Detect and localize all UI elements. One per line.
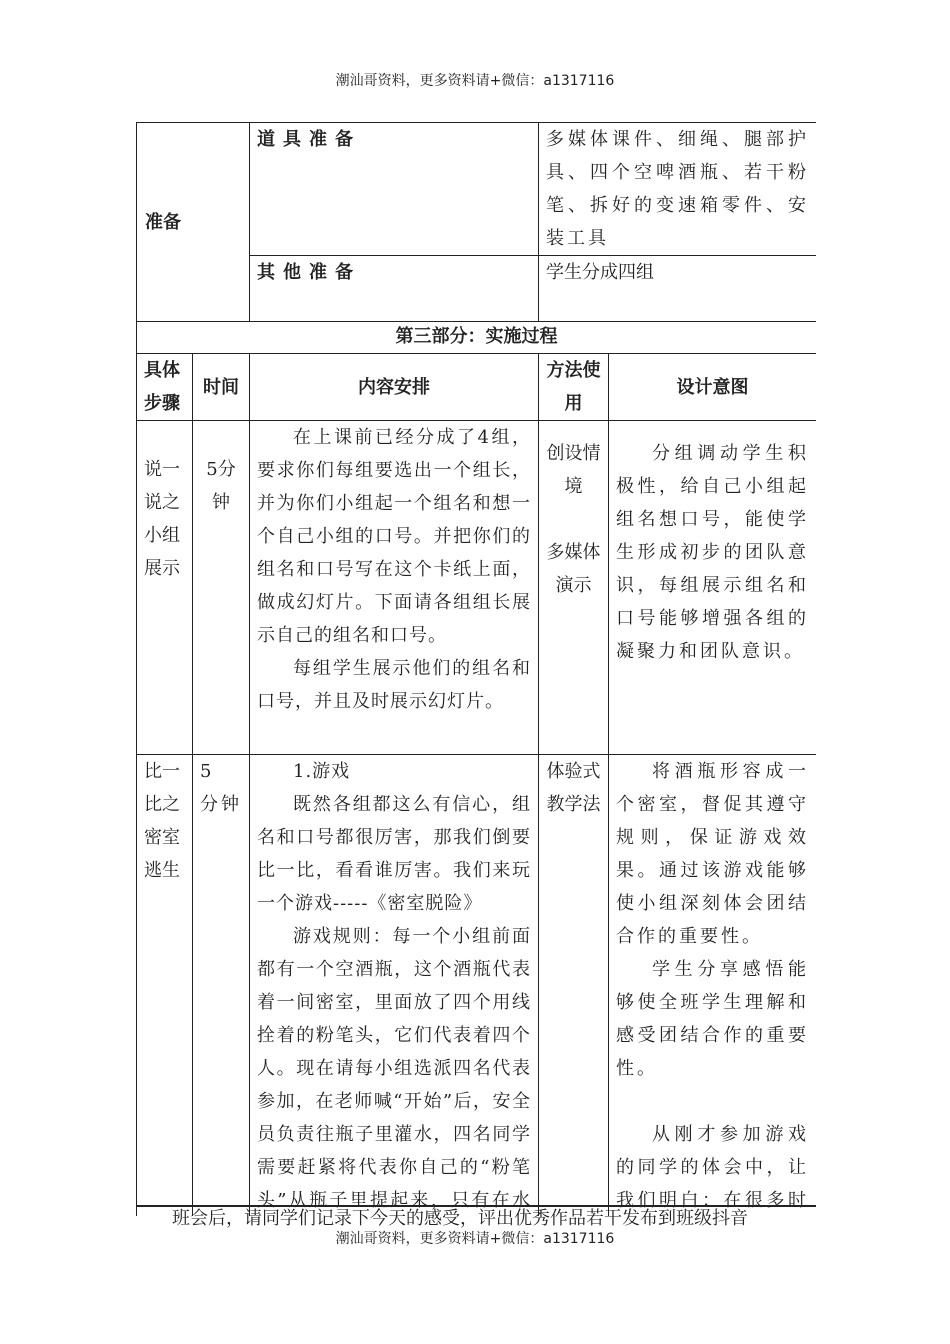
page-footer: 潮汕哥资料，更多资料请+微信：a1317116 <box>335 1231 615 1247</box>
prep-props-label: 道具准备 <box>250 123 539 256</box>
cut-off-text: 班会后，请同学们记录下今天的感受，评出优秀作品若干发布到班级抖音 <box>172 1208 748 1228</box>
prep-props-content: 多媒体课件、细绳、腿部护具、四个空啤酒瓶、若干粉笔、拆好的变速箱零件、安装工具 <box>539 123 817 256</box>
intent-paragraph: 分组调动学生积极性，给自己小组起组名想口号，能使学生形成初步的团队意识，每组展示组名和口号能够增强各组的凝聚力和团队意识。 <box>616 443 809 662</box>
prep-label: 准备 <box>137 123 250 322</box>
col-header-step: 具体步骤 <box>137 354 193 421</box>
col-header-method: 方法使用 <box>539 354 609 421</box>
col-header-intent: 设计意图 <box>609 354 817 421</box>
intent-paragraph: 从刚才参加游戏的同学的体会中，让我们明白：在很多时 <box>616 1124 809 1211</box>
method-text: 创设情境 <box>546 443 601 497</box>
content-paragraph: 游戏规则：每一个小组前面都有一个空酒瓶，这个酒瓶代表着一间密室，里面放了四个用线拴着的粉笔头，它们代表着四个人。现在请每小组选派四名代表参加，在老师喊“开始”后，安全员负责往瓶子里灌水，四名同学需要赶紧将代表你自己的“粉笔头”从瓶子里提起来，只有在水 <box>257 926 531 1211</box>
lesson-plan-table <box>136 122 816 1216</box>
content-paragraph: 在上课前已经分成了4组，要求你们每组要选出一个组长，并为你们小组起一个组名和想一个自己小组的口号。并把你们的组名和口号写在这个卡纸上面，做成幻灯片。下面请各组组长展示自己的组名和口号。 <box>257 427 531 646</box>
prep-other-label: 其他准备 <box>250 256 539 322</box>
prep-other-content: 学生分成四组 <box>539 256 817 322</box>
step-cell: 比一比之密室逃生 <box>137 755 193 1217</box>
step-cell: 说一说之小组展示 <box>137 421 193 755</box>
time-cell: 5分钟 <box>193 421 250 755</box>
col-header-time: 时间 <box>193 354 250 421</box>
content-paragraph: 1.游戏 <box>293 761 351 782</box>
content-paragraph: 每组学生展示他们的组名和口号，并且及时展示幻灯片。 <box>257 658 531 712</box>
intent-paragraph: 将酒瓶形容成一个密室，督促其遵守规则，保证游戏效果。通过该游戏能够使小组深刻体会团结合作的重要性。 <box>616 761 809 947</box>
col-header-content: 内容安排 <box>250 354 539 421</box>
content-paragraph: 既然各组都这么有信心，组名和口号都很厉害，那我们倒要比一比，看看谁厉害。我们来玩一个游戏-----《密室脱险》 <box>257 794 531 914</box>
time-cell: 5 分钟 <box>193 755 250 1217</box>
page-header: 潮汕哥资料，更多资料请+微信：a1317116 <box>335 73 615 89</box>
method-text: 体验式教学法 <box>546 761 601 815</box>
method-text: 多媒体演示 <box>546 542 601 596</box>
intent-paragraph: 学生分享感悟能够使全班学生理解和感受团结合作的重要性。 <box>616 959 809 1079</box>
section-title: 第三部分：实施过程 <box>137 322 817 354</box>
